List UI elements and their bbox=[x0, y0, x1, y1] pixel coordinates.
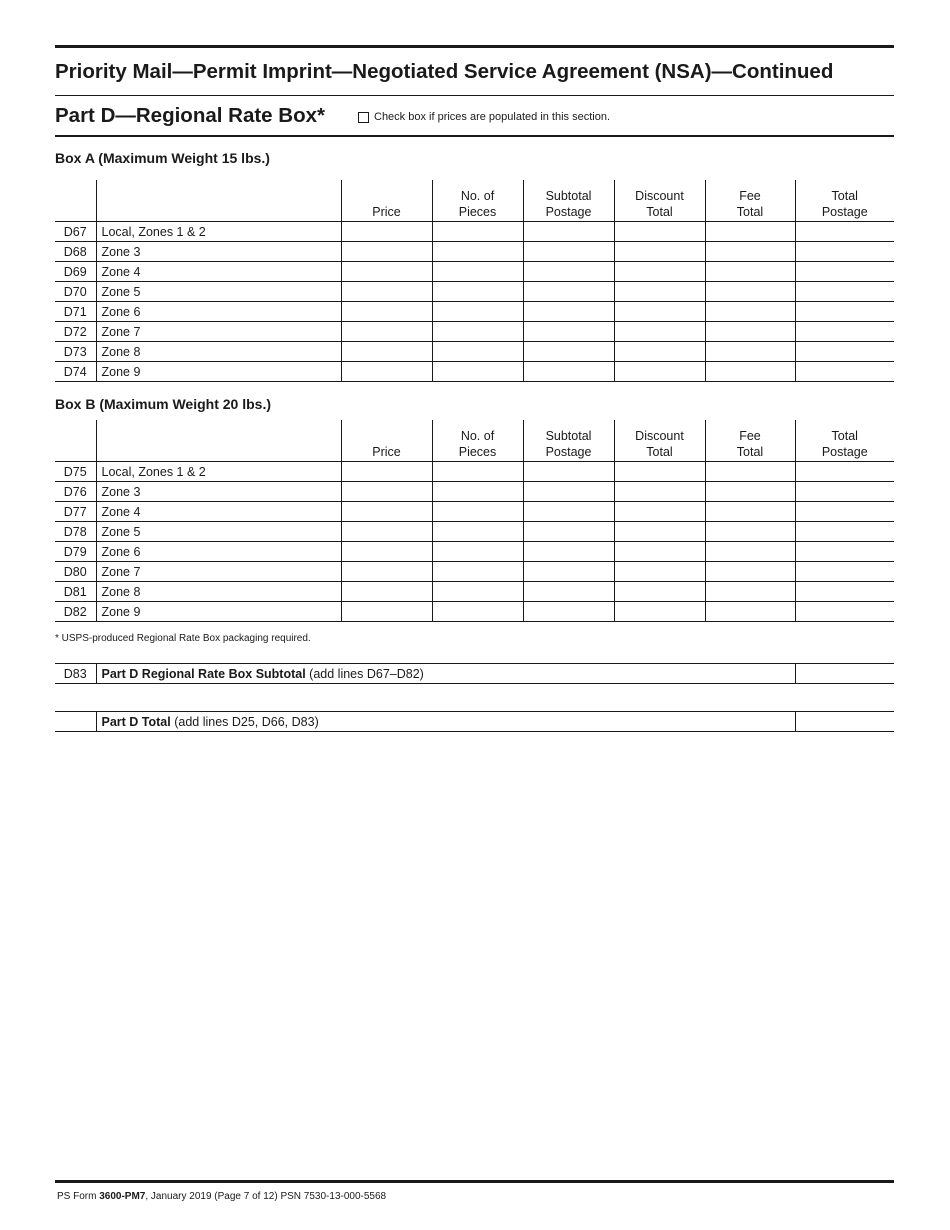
table-row bbox=[55, 282, 894, 302]
row-label: Zone 6 bbox=[96, 302, 341, 322]
pieces-field[interactable] bbox=[432, 502, 523, 522]
price-field[interactable] bbox=[341, 322, 432, 342]
row-label: Zone 9 bbox=[96, 362, 341, 382]
discount-total-field[interactable] bbox=[614, 302, 705, 322]
subtotal-postage-field[interactable] bbox=[523, 562, 614, 582]
row-label: Zone 9 bbox=[96, 602, 341, 622]
row-code: D77 bbox=[55, 502, 96, 522]
subtotal-postage-field[interactable] bbox=[523, 482, 614, 502]
table-row bbox=[55, 242, 894, 262]
pieces-field[interactable] bbox=[432, 522, 523, 542]
pieces-field[interactable] bbox=[432, 482, 523, 502]
discount-total-field[interactable] bbox=[614, 242, 705, 262]
table-row bbox=[55, 262, 894, 282]
row-label: Zone 5 bbox=[96, 522, 341, 542]
description-column-header bbox=[96, 420, 341, 462]
fee-total-field[interactable] bbox=[705, 342, 795, 362]
subtotal-column-header: Subtotal Postage bbox=[523, 420, 614, 462]
subtotal-postage-field[interactable] bbox=[523, 602, 614, 622]
total-postage-field[interactable] bbox=[795, 302, 894, 322]
row-code: D75 bbox=[55, 462, 96, 482]
fee-total-field[interactable] bbox=[705, 542, 795, 562]
total-postage-field[interactable] bbox=[795, 582, 894, 602]
total-postage-field[interactable] bbox=[795, 462, 894, 482]
row-code: D81 bbox=[55, 582, 96, 602]
row-code: D69 bbox=[55, 262, 96, 282]
box-a-header-row bbox=[55, 180, 894, 222]
part-d-total-field[interactable] bbox=[795, 712, 894, 732]
box-a-title: Box A (Maximum Weight 15 lbs.) bbox=[55, 150, 270, 166]
fee-total-field[interactable] bbox=[705, 362, 795, 382]
discount-total-field[interactable] bbox=[614, 502, 705, 522]
fee-total-field[interactable] bbox=[705, 522, 795, 542]
fee-total-field[interactable] bbox=[705, 322, 795, 342]
discount-total-field[interactable] bbox=[614, 222, 705, 242]
form-footer: PS Form 3600-PM7, January 2019 (Page 7 of 12) PSN 7530-13-000-5568 bbox=[57, 1191, 387, 1202]
subtotal-postage-field[interactable] bbox=[523, 322, 614, 342]
title-divider bbox=[55, 95, 894, 96]
description-column-header bbox=[96, 180, 341, 222]
pieces-field[interactable] bbox=[432, 582, 523, 602]
total-postage-field[interactable] bbox=[795, 222, 894, 242]
price-field[interactable] bbox=[341, 282, 432, 302]
row-code: D78 bbox=[55, 522, 96, 542]
subtotal-postage-field[interactable] bbox=[523, 362, 614, 382]
pieces-field[interactable] bbox=[432, 262, 523, 282]
row-label: Zone 4 bbox=[96, 502, 341, 522]
subtotal-postage-field[interactable] bbox=[523, 342, 614, 362]
total-column-header: Total Postage bbox=[795, 180, 894, 222]
row-code: D80 bbox=[55, 562, 96, 582]
subtotal-postage-field[interactable] bbox=[523, 262, 614, 282]
discount-total-field[interactable] bbox=[614, 362, 705, 382]
total-postage-field[interactable] bbox=[795, 602, 894, 622]
row-code: D72 bbox=[55, 322, 96, 342]
pieces-column-header: No. of Pieces bbox=[432, 180, 523, 222]
discount-total-field[interactable] bbox=[614, 582, 705, 602]
row-label: Zone 7 bbox=[96, 562, 341, 582]
code-column-header bbox=[55, 420, 96, 462]
price-field[interactable] bbox=[341, 362, 432, 382]
table-row bbox=[55, 222, 894, 242]
subtotal-postage-field[interactable] bbox=[523, 462, 614, 482]
fee-total-field[interactable] bbox=[705, 562, 795, 582]
subtotal-table bbox=[55, 663, 894, 684]
row-label: Zone 6 bbox=[96, 542, 341, 562]
pieces-field[interactable] bbox=[432, 602, 523, 622]
table-row bbox=[55, 302, 894, 322]
row-code: D76 bbox=[55, 482, 96, 502]
discount-total-field[interactable] bbox=[614, 282, 705, 302]
prices-populated-checkbox[interactable] bbox=[358, 112, 369, 123]
subtotal-postage-field[interactable] bbox=[523, 222, 614, 242]
box-b-title: Box B (Maximum Weight 20 lbs.) bbox=[55, 396, 271, 412]
discount-total-field[interactable] bbox=[614, 482, 705, 502]
total-postage-field[interactable] bbox=[795, 482, 894, 502]
pieces-field[interactable] bbox=[432, 362, 523, 382]
subtotal-row bbox=[55, 664, 894, 684]
row-code: D82 bbox=[55, 602, 96, 622]
discount-total-field[interactable] bbox=[614, 542, 705, 562]
bottom-rule bbox=[55, 1180, 894, 1183]
subtotal-postage-field[interactable] bbox=[523, 582, 614, 602]
price-field[interactable] bbox=[341, 522, 432, 542]
discount-column-header: Discount Total bbox=[614, 420, 705, 462]
pieces-column-header: No. of Pieces bbox=[432, 420, 523, 462]
price-field[interactable] bbox=[341, 562, 432, 582]
price-field[interactable] bbox=[341, 302, 432, 322]
fee-total-field[interactable] bbox=[705, 462, 795, 482]
table-row bbox=[55, 482, 894, 502]
price-column-header: Price bbox=[341, 420, 432, 462]
pieces-field[interactable] bbox=[432, 302, 523, 322]
part-d-title: Part D—Regional Rate Box* bbox=[55, 104, 325, 127]
price-field[interactable] bbox=[341, 542, 432, 562]
discount-total-field[interactable] bbox=[614, 322, 705, 342]
fee-total-field[interactable] bbox=[705, 482, 795, 502]
row-code: D73 bbox=[55, 342, 96, 362]
row-label: Zone 3 bbox=[96, 482, 341, 502]
subtotal-postage-field[interactable] bbox=[523, 302, 614, 322]
row-label: Local, Zones 1 & 2 bbox=[96, 462, 341, 482]
subtotal-postage-field[interactable] bbox=[523, 522, 614, 542]
part-d-total-row bbox=[55, 712, 894, 732]
prices-populated-checkbox-group[interactable] bbox=[358, 111, 610, 123]
fee-total-field[interactable] bbox=[705, 222, 795, 242]
table-row bbox=[55, 462, 894, 482]
price-field[interactable] bbox=[341, 262, 432, 282]
row-label: Zone 7 bbox=[96, 322, 341, 342]
row-label: Zone 4 bbox=[96, 262, 341, 282]
table-row bbox=[55, 582, 894, 602]
fee-total-field[interactable] bbox=[705, 262, 795, 282]
total-column-header: Total Postage bbox=[795, 420, 894, 462]
fee-total-field[interactable] bbox=[705, 602, 795, 622]
discount-total-field[interactable] bbox=[614, 462, 705, 482]
discount-total-field[interactable] bbox=[614, 562, 705, 582]
price-field[interactable] bbox=[341, 482, 432, 502]
total-postage-field[interactable] bbox=[795, 542, 894, 562]
pieces-field[interactable] bbox=[432, 462, 523, 482]
fee-total-field[interactable] bbox=[705, 302, 795, 322]
total-postage-field[interactable] bbox=[795, 282, 894, 302]
subtotal-postage-field[interactable] bbox=[523, 502, 614, 522]
row-code: D68 bbox=[55, 242, 96, 262]
fee-total-field[interactable] bbox=[705, 282, 795, 302]
pieces-field[interactable] bbox=[432, 222, 523, 242]
fee-column-header: Fee Total bbox=[705, 180, 795, 222]
table-row bbox=[55, 562, 894, 582]
total-postage-field[interactable] bbox=[795, 522, 894, 542]
box-b-header-row bbox=[55, 420, 894, 462]
total-postage-field[interactable] bbox=[795, 242, 894, 262]
price-field[interactable] bbox=[341, 582, 432, 602]
subtotal-postage-field[interactable] bbox=[523, 242, 614, 262]
price-field[interactable] bbox=[341, 602, 432, 622]
price-field[interactable] bbox=[341, 342, 432, 362]
row-label: Local, Zones 1 & 2 bbox=[96, 222, 341, 242]
total-postage-field[interactable] bbox=[795, 262, 894, 282]
total-postage-field[interactable] bbox=[795, 502, 894, 522]
total-postage-field[interactable] bbox=[795, 362, 894, 382]
table-row bbox=[55, 542, 894, 562]
table-row bbox=[55, 342, 894, 362]
total-postage-field[interactable] bbox=[795, 342, 894, 362]
fee-total-field[interactable] bbox=[705, 582, 795, 602]
code-column-header bbox=[55, 180, 96, 222]
row-label: Zone 8 bbox=[96, 582, 341, 602]
page-title: Priority Mail—Permit Imprint—Negotiated Service Agreement (NSA)—Continued bbox=[55, 60, 834, 83]
table-row bbox=[55, 502, 894, 522]
row-label: Zone 5 bbox=[96, 282, 341, 302]
row-code bbox=[55, 712, 96, 732]
part-divider bbox=[55, 135, 894, 137]
price-field[interactable] bbox=[341, 222, 432, 242]
footnote: * USPS-produced Regional Rate Box packaging required. bbox=[55, 633, 311, 644]
discount-total-field[interactable] bbox=[614, 522, 705, 542]
pieces-field[interactable] bbox=[432, 242, 523, 262]
total-postage-field[interactable] bbox=[795, 562, 894, 582]
discount-total-field[interactable] bbox=[614, 262, 705, 282]
pieces-field[interactable] bbox=[432, 562, 523, 582]
price-column-header: Price bbox=[341, 180, 432, 222]
fee-column-header: Fee Total bbox=[705, 420, 795, 462]
top-rule bbox=[55, 45, 894, 48]
row-code: D74 bbox=[55, 362, 96, 382]
part-d-total-label: Part D Total (add lines D25, D66, D83) bbox=[96, 712, 795, 732]
box-b-table bbox=[55, 420, 894, 622]
subtotal-column-header: Subtotal Postage bbox=[523, 180, 614, 222]
row-code: D67 bbox=[55, 222, 96, 242]
row-code: D79 bbox=[55, 542, 96, 562]
fee-total-field[interactable] bbox=[705, 502, 795, 522]
row-label: Zone 8 bbox=[96, 342, 341, 362]
row-code: D71 bbox=[55, 302, 96, 322]
discount-total-field[interactable] bbox=[614, 342, 705, 362]
discount-total-field[interactable] bbox=[614, 602, 705, 622]
table-row bbox=[55, 362, 894, 382]
pieces-field[interactable] bbox=[432, 542, 523, 562]
subtotal-postage-field[interactable] bbox=[523, 542, 614, 562]
prices-populated-checkbox-label: Check box if prices are populated in this section. bbox=[374, 111, 611, 123]
fee-total-field[interactable] bbox=[705, 242, 795, 262]
part-d-total-table bbox=[55, 711, 894, 732]
pieces-field[interactable] bbox=[432, 282, 523, 302]
row-label: Zone 3 bbox=[96, 242, 341, 262]
table-row bbox=[55, 322, 894, 342]
row-code: D70 bbox=[55, 282, 96, 302]
pieces-field[interactable] bbox=[432, 342, 523, 362]
table-row bbox=[55, 522, 894, 542]
price-field[interactable] bbox=[341, 242, 432, 262]
price-field[interactable] bbox=[341, 502, 432, 522]
subtotal-total-field[interactable] bbox=[795, 664, 894, 684]
subtotal-postage-field[interactable] bbox=[523, 282, 614, 302]
discount-column-header: Discount Total bbox=[614, 180, 705, 222]
box-a-table bbox=[55, 180, 894, 382]
price-field[interactable] bbox=[341, 462, 432, 482]
table-row bbox=[55, 602, 894, 622]
pieces-field[interactable] bbox=[432, 322, 523, 342]
subtotal-label: Part D Regional Rate Box Subtotal (add lines D67–D82) bbox=[96, 664, 795, 684]
row-code: D83 bbox=[55, 664, 96, 684]
total-postage-field[interactable] bbox=[795, 322, 894, 342]
